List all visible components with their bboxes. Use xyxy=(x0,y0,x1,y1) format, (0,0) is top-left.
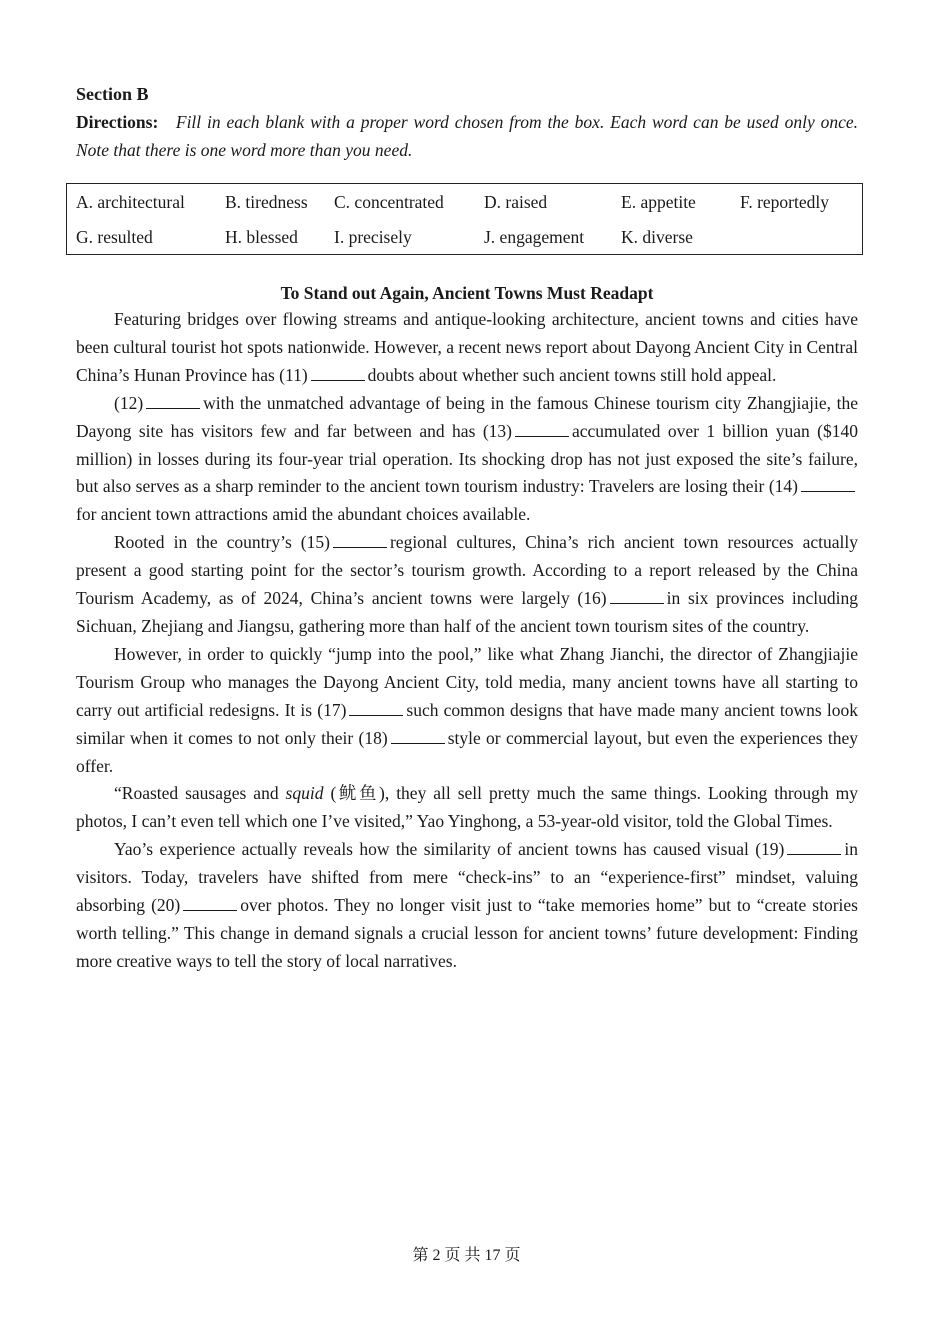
answer-blank-12[interactable] xyxy=(146,394,200,409)
answer-blank-17[interactable] xyxy=(349,701,403,716)
paragraph-text: in six provinces including Sichuan, Zhejiang and Jiangsu, gathering more than half of the ancient town tourism sites of the country. xyxy=(76,588,858,636)
answer-blank-19[interactable] xyxy=(787,840,841,855)
word-option: J. engagement xyxy=(484,227,585,247)
paragraph-text: “Roasted sausages and xyxy=(114,783,279,804)
paragraph-text: However, in order to quickly “jump into the pool,” like what Zhang Jianchi, the director of Zhangjiajie Tourism Group who manages the Dayong Ancient City, told media, many ancient towns have all starting to carry out artificial redesigns. It is (17) xyxy=(76,643,858,720)
paragraph xyxy=(76,390,858,530)
directions-label: Directions: xyxy=(76,112,159,132)
paragraph-text: Rooted in the country’s (15) xyxy=(114,532,330,553)
paragraph-text: for ancient town attractions amid the abundant choices available. xyxy=(76,504,531,525)
answer-blank-18[interactable] xyxy=(391,729,445,744)
answer-blank-11[interactable] xyxy=(311,366,365,381)
paragraph-text: style or commercial layout, but even the experiences they offer. xyxy=(76,727,858,776)
paragraph-text: Featuring bridges over flowing streams and antique-looking architecture, ancient towns and cities have been cultural tourist hot spots nationwide. However, a recent news report about Dayong Ancient City in Central China’s Hunan Province has (11) xyxy=(76,309,858,385)
paragraph-text: with the unmatched advantage of being in the famous Chinese tourism city Zhangjiajie, the Dayong site has visitors few and far between and has (13) xyxy=(76,392,858,441)
paragraph-text: over photos. They no longer visit just to “take memories home” but to “create stories worth telling.” This change in demand signals a crucial lesson for ancient towns’ future development: Finding more creative ways to tell the story of local narratives. xyxy=(76,895,858,971)
word-option: B. tiredness xyxy=(225,192,308,212)
answer-blank-13[interactable] xyxy=(515,422,569,437)
directions xyxy=(76,108,858,164)
italic-word: squid xyxy=(285,783,324,804)
paragraph-text: Yao’s experience actually reveals how the similarity of ancient towns has caused visual (19) xyxy=(114,839,785,860)
passage-title: To Stand out Again, Ancient Towns Must Readapt xyxy=(280,283,654,303)
word-option: H. blessed xyxy=(225,227,298,247)
word-box xyxy=(66,183,863,255)
word-option: I. precisely xyxy=(334,227,412,247)
word-option: E. appetite xyxy=(621,192,696,212)
paragraph-text: regional cultures, China’s rich ancient town resources actually present a good starting point for the sector’s tourism growth. According to a report released by the China Tourism Academy, as of 2024, China’s ancient towns were largely (16) xyxy=(76,532,858,609)
passage-body xyxy=(76,306,858,976)
answer-blank-20[interactable] xyxy=(183,896,237,911)
answer-blank-14[interactable] xyxy=(801,477,855,492)
paragraph-text: (12) xyxy=(114,392,144,413)
word-option: F. reportedly xyxy=(740,192,829,212)
paragraph-text: in visitors. Today, travelers have shifted from mere “check-ins” to an “experience-first” mindset, valuing absorbing (20) xyxy=(76,839,858,916)
page-footer: 第 2 页 共 17 页 xyxy=(412,1247,521,1264)
word-option: C. concentrated xyxy=(334,192,444,212)
paragraph xyxy=(76,641,858,781)
paragraph-text: accumulated over 1 billion yuan ($140 million) in losses during its four-year trial operation. Its shocking drop has not just exposed the site’s failure, but also serves as a sharp reminder to the ancient town tourism industry: Travelers are losing their (14) xyxy=(76,420,859,497)
word-option: A. architectural xyxy=(76,192,185,212)
section-header xyxy=(76,80,858,164)
paragraph xyxy=(76,780,858,836)
paragraph-text: such common designs that have made many ancient towns look similar when it comes to not only their (18) xyxy=(76,699,858,748)
paragraph xyxy=(76,306,858,390)
word-option: K. diverse xyxy=(621,227,693,247)
directions-text: Fill in each blank with a proper word chosen from the box. Each word can be used only once. Note that there is one word more than you need. xyxy=(76,112,859,160)
paragraph-text: (鱿鱼), they all sell pretty much the same things. Looking through my photos, I can’t even tell which one I’ve visited,” Yao Yinghong, a 53-year-old visitor, told the Global Times. xyxy=(76,783,859,832)
answer-blank-16[interactable] xyxy=(610,589,664,604)
paragraph xyxy=(76,529,858,641)
word-option: D. raised xyxy=(484,192,548,212)
section-title: Section B xyxy=(76,84,149,104)
paragraph xyxy=(76,836,858,976)
word-option: G. resulted xyxy=(76,227,153,247)
paragraph-text: doubts about whether such ancient towns still hold appeal. xyxy=(367,364,777,385)
answer-blank-15[interactable] xyxy=(333,533,387,548)
